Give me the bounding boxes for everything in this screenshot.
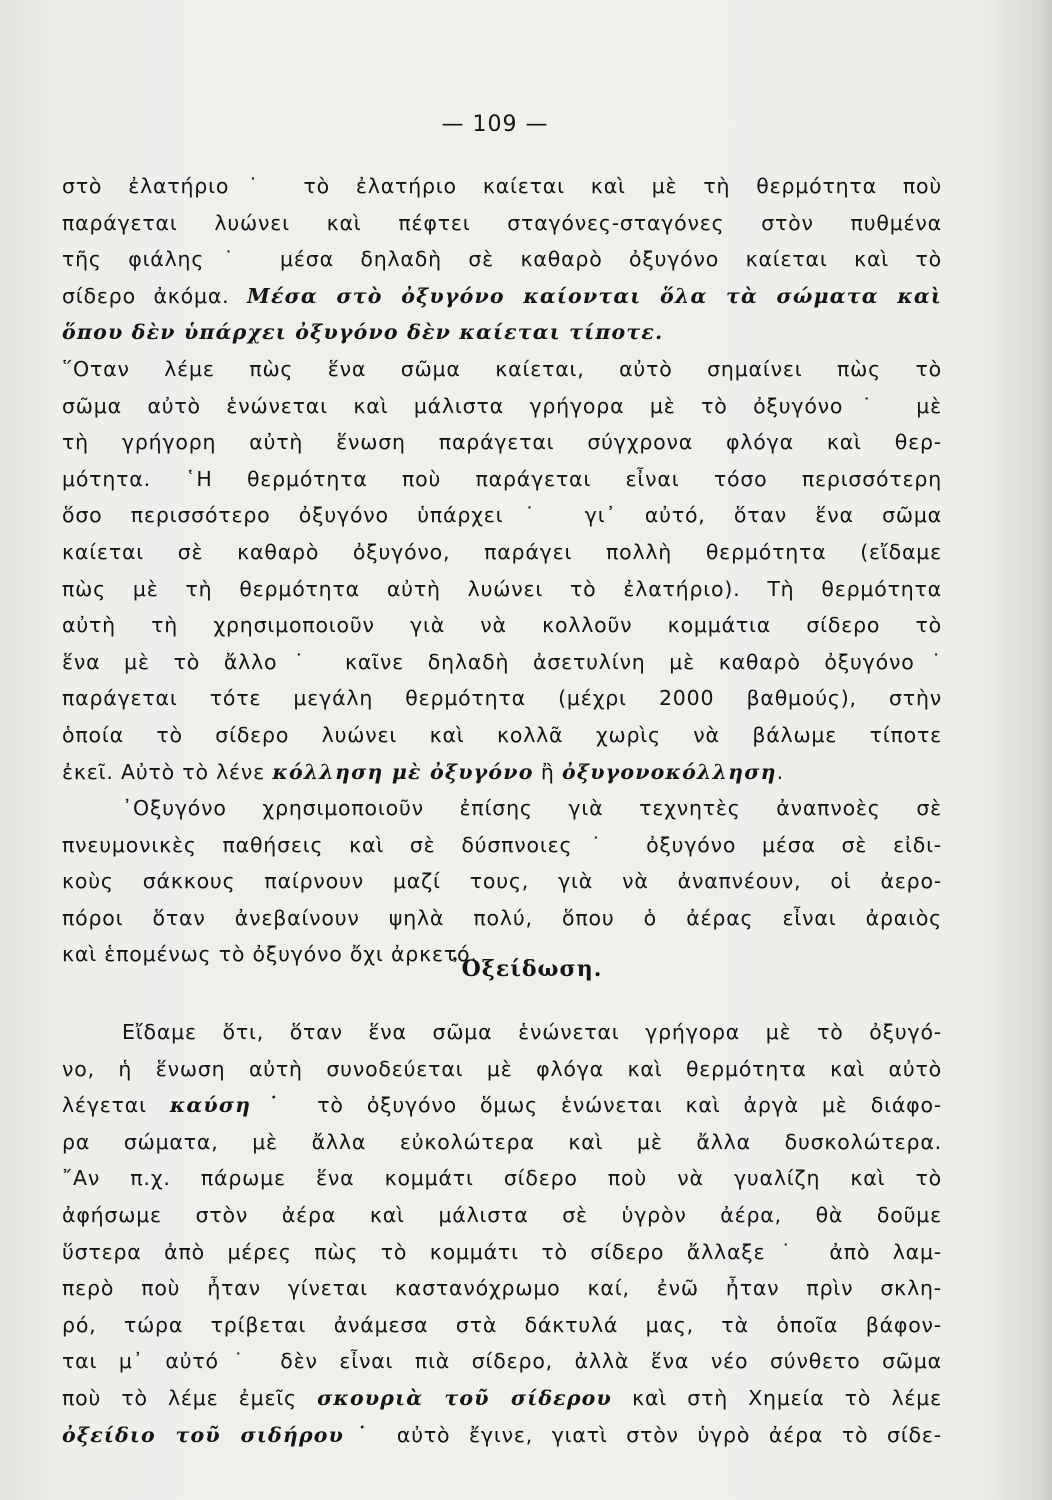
text-line: νο, ἡ ἕνωση αὐτὴ συνοδεύεται μὲ φλόγα καὶ θερμότητα καὶ αὐτὸ — [62, 1056, 942, 1081]
paragraph-4 — [62, 1014, 942, 1453]
text-run: αὐτὸ ἔγινε, γιατὶ στὸν ὑγρὸ ἀέρα τὸ σίδε- — [378, 1422, 942, 1447]
text-run: σίδερο ἀκόμα. — [62, 283, 248, 308]
lower-text — [62, 1014, 942, 1453]
text-line — [62, 1380, 942, 1417]
text-line: ἕνα μὲ τὸ ἄλλο˙ καῖνε δηλαδὴ ἀσετυλίνη μὲ καθαρὸ ὀξυγόνο˙ — [62, 649, 942, 674]
text-run: καὶ στὴ Χημεία τὸ λέμε — [611, 1385, 942, 1410]
text-line: ῞Οταν λέμε πὼς ἕνα σῶμα καίεται, αὐτὸ σημαίνει πὼς τὸ — [62, 356, 942, 381]
text-line: περὸ ποὺ ἦταν γίνεται καστανόχρωμο καί, ἐνῶ ἦταν πρὶν σκλη- — [62, 1276, 942, 1301]
text-run: ἢ — [533, 759, 563, 784]
text-line: Εἴδαμε ὅτι, ὅταν ἕνα σῶμα ἑνώνεται γρήγορα μὲ τὸ ὀξυγό- — [122, 1020, 942, 1044]
paragraph-1 — [62, 168, 942, 351]
text-line — [62, 1417, 942, 1454]
text-line: κοὺς σάκκους παίρνουν μαζί τους, γιὰ νὰ ἀναπνέουν, οἱ ἀερο- — [62, 869, 942, 894]
text-line: ἀφήσωμε στὸν ἀέρα καὶ μάλιστα σὲ ὑγρὸν ἀέρα, θὰ δοῦμε — [62, 1202, 942, 1227]
emphasis-text: σκουριὰ τοῦ σίδερου — [317, 1385, 612, 1410]
text-line: πνευμονικὲς παθήσεις καὶ σὲ δύσπνοιες˙ ὀξυγόνο μέσα σὲ εἰδι- — [62, 832, 942, 857]
text-run: τὸ ὀξυγόνο ὅμως ἑνώνεται καὶ ἀργὰ μὲ διάφο- — [294, 1093, 942, 1118]
text-run: ποὺ τὸ λέμε ἐμεῖς — [62, 1385, 318, 1410]
text-line: ρα σώματα, μὲ ἄλλα εὐκολώτερα καὶ μὲ ἄλλα δυσκολώτερα. — [62, 1129, 942, 1154]
text-line: στὸ ἐλατήριο˙ τὸ ἐλατήριο καίεται καὶ μὲ τὴ θερμότητα ποὺ — [62, 174, 942, 198]
text-line — [62, 314, 942, 351]
text-line: ῎Αν π.χ. πάρωμε ἕνα κομμάτι σίδερο ποὺ νὰ γυαλίζη καὶ τὸ — [62, 1166, 942, 1191]
upper-text — [62, 168, 942, 973]
text-line — [62, 1087, 942, 1124]
text-line: παράγεται τότε μεγάλη θερμότητα (μέχρι 2000 βαθμούς), στὴν — [62, 686, 942, 711]
text-line: καίεται σὲ καθαρὸ ὀξυγόνο, παράγει πολλὴ θερμότητα (εἴδαμε — [62, 539, 942, 564]
emphasis-text: ὀξείδιο τοῦ σιδήρου˙ — [62, 1422, 379, 1447]
text-line: αὐτὴ τὴ χρησιμοποιοῦν γιὰ νὰ κολλοῦν κομμάτια σίδερο τὸ — [62, 613, 942, 638]
text-run: λέγεται — [62, 1093, 170, 1118]
text-line: τὴ γρήγορη αὐτὴ ἕνωση παράγεται σύγχρονα φλόγα καὶ θερ- — [62, 430, 942, 455]
text-line: παράγεται λυώνει καὶ πέφτει σταγόνες-σταγόνες στὸν πυθμένα — [62, 210, 942, 235]
text-line: πόροι ὅταν ἀνεβαίνουν ψηλὰ πολύ, ὅπου ὁ ἀέρας εἶναι ἀραιὸς — [62, 905, 942, 930]
section-heading: ᾿Οξείδωση. — [449, 956, 603, 982]
text-line — [62, 278, 942, 315]
text-line: τῆς φιάλης˙ μέσα δηλαδὴ σὲ καθαρὸ ὀξυγόνο καίεται καὶ τὸ — [62, 247, 942, 272]
page-number: — 109 — — [441, 112, 549, 137]
emphasis-text: κόλληση μὲ ὀξυγόνο — [272, 759, 534, 784]
text-line: ται μ᾿ αὐτό˙ δὲν εἶναι πιὰ σίδερο, ἀλλὰ ἕνα νέο σύνθετο σῶμα — [62, 1349, 942, 1374]
emphasis-text: ὀξυγονοκόλληση — [562, 759, 777, 784]
text-line: μότητα. ῾Η θερμότητα ποὺ παράγεται εἶναι τόσο περισσότερη — [62, 466, 942, 491]
emphasis-text: καύση˙ — [169, 1093, 295, 1118]
paragraph-2 — [62, 351, 942, 790]
text-line: ὕστερα ἀπὸ μέρες πὼς τὸ κομμάτι τὸ σίδερο ἄλλαξε˙ ἀπὸ λαμ- — [62, 1239, 942, 1264]
paragraph-3 — [62, 790, 942, 973]
text-run: ἐκεῖ. Αὐτὸ τὸ λένε — [62, 759, 273, 784]
text-line: ᾿Οξυγόνο χρησιμοποιοῦν ἐπίσης γιὰ τεχνητὲς ἀναπνοὲς σὲ — [122, 796, 942, 821]
emphasis-text: ὅπου δὲν ὑπάρχει ὀξυγόνο δὲν καίεται τίποτε. — [62, 320, 664, 345]
text-line: πὼς μὲ τὴ θερμότητα αὐτὴ λυώνει τὸ ἐλατήριο). Τὴ θερμότητα — [62, 576, 942, 601]
text-run: . — [776, 759, 784, 784]
text-line: ρό, τώρα τρίβεται ἀνάμεσα στὰ δάκτυλά μας, τὰ ὁποῖα βάφον- — [62, 1312, 942, 1337]
text-line: ὅσο περισσότερο ὀξυγόνο ὑπάρχει˙ γι᾿ αὐτό, ὅταν ἕνα σῶμα — [62, 503, 942, 528]
text-line: σῶμα αὐτὸ ἑνώνεται καὶ μάλιστα γρήγορα μὲ τὸ ὀξυγόνο˙ μὲ — [62, 393, 942, 418]
text-line — [62, 754, 942, 791]
emphasis-text: Μέσα στὸ ὀξυγόνο καίονται ὅλα τὰ σώματα καὶ — [247, 283, 942, 308]
text-line: καὶ ἑπομένως τὸ ὀξυγόνο ὄχι ἀρκετό. — [62, 942, 478, 967]
text-line: ὁποία τὸ σίδερο λυώνει καὶ κολλᾶ χωρὶς νὰ βάλωμε τίποτε — [62, 722, 942, 747]
